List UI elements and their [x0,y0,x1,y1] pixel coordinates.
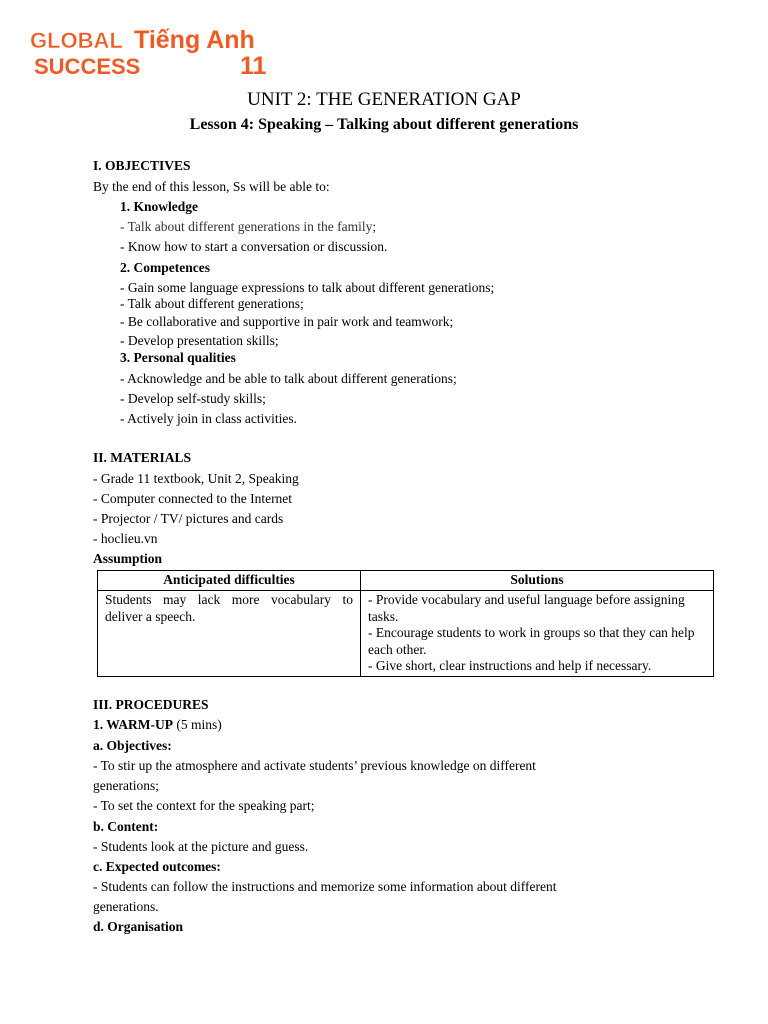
assumption-heading: Assumption [93,551,163,566]
list-item: - Computer connected to the Internet [93,491,293,506]
list-item: - To set the context for the speaking part; [93,798,315,813]
difficulty-cell: Students may lack more vocabulary to deliver a speech. [98,591,361,677]
warmup-heading: 1. WARM-UP [93,717,173,732]
list-item: generations. [93,899,159,914]
table-row [98,591,714,677]
table-header-difficulties: Anticipated difficulties [98,571,361,591]
list-item: - Students look at the picture and guess. [93,839,309,854]
logo-brand-line1: GLOBAL [30,28,123,53]
logo-subject: Tiếng Anh [134,26,255,54]
list-item: - Projector / TV/ pictures and cards [93,511,284,526]
list-item: - Actively join in class activities. [120,411,297,426]
knowledge-heading: 1. Knowledge [120,199,199,214]
list-item: - Students can follow the instructions and memorize some information about different [93,879,557,894]
logo-brand-line2: SUCCESS [34,54,141,79]
solutions-cell [361,591,714,677]
objectives-intro: By the end of this lesson, Ss will be able to: [93,179,330,194]
page-subtitle: Lesson 4: Speaking – Talking about different generations [189,116,579,133]
warmup-line [93,716,222,733]
list-item: - hoclieu.vn [93,531,158,546]
list-item: - To stir up the atmosphere and activate students’ previous knowledge on different [93,758,536,773]
objectives-heading: I. OBJECTIVES [93,158,191,173]
warmup-content-heading: b. Content: [93,819,159,834]
solution-item: - Provide vocabulary and useful language before assigning tasks. [368,592,685,624]
table-header-row [98,571,714,591]
list-item: - Acknowledge and be able to talk about different generations; [120,371,457,386]
list-item: - Know how to start a conversation or discussion. [120,239,388,254]
list-item: - Gain some language expressions to talk about different generations; [120,280,495,295]
list-item: - Be collaborative and supportive in pair work and teamwork; [120,314,454,329]
competences-heading: 2. Competences [120,260,210,275]
warmup-time: (5 mins) [176,717,222,732]
table-header-solutions: Solutions [361,571,714,591]
global-success-logo [30,24,270,80]
solution-item: - Encourage students to work in groups so that they can help each other. [368,625,695,657]
materials-heading: II. MATERIALS [93,450,192,465]
personal-qualities-heading: 3. Personal qualities [120,350,236,365]
logo-grade: 11 [240,52,267,80]
page-title: UNIT 2: THE GENERATION GAP [247,89,521,110]
procedures-heading: III. PROCEDURES [93,697,209,712]
list-item: - Grade 11 textbook, Unit 2, Speaking [93,471,299,486]
list-item: generations; [93,778,159,793]
list-item: - Talk about different generations in the family; [120,219,377,234]
solution-item: - Give short, clear instructions and help if necessary. [368,658,652,673]
assumption-table [97,570,714,677]
warmup-outcomes-heading: c. Expected outcomes: [93,859,221,874]
warmup-organisation-heading: d. Organisation [93,919,184,934]
warmup-objectives-heading: a. Objectives: [93,738,172,753]
list-item: - Develop presentation skills; [120,333,279,348]
list-item: - Talk about different generations; [120,296,304,311]
list-item: - Develop self-study skills; [120,391,266,406]
